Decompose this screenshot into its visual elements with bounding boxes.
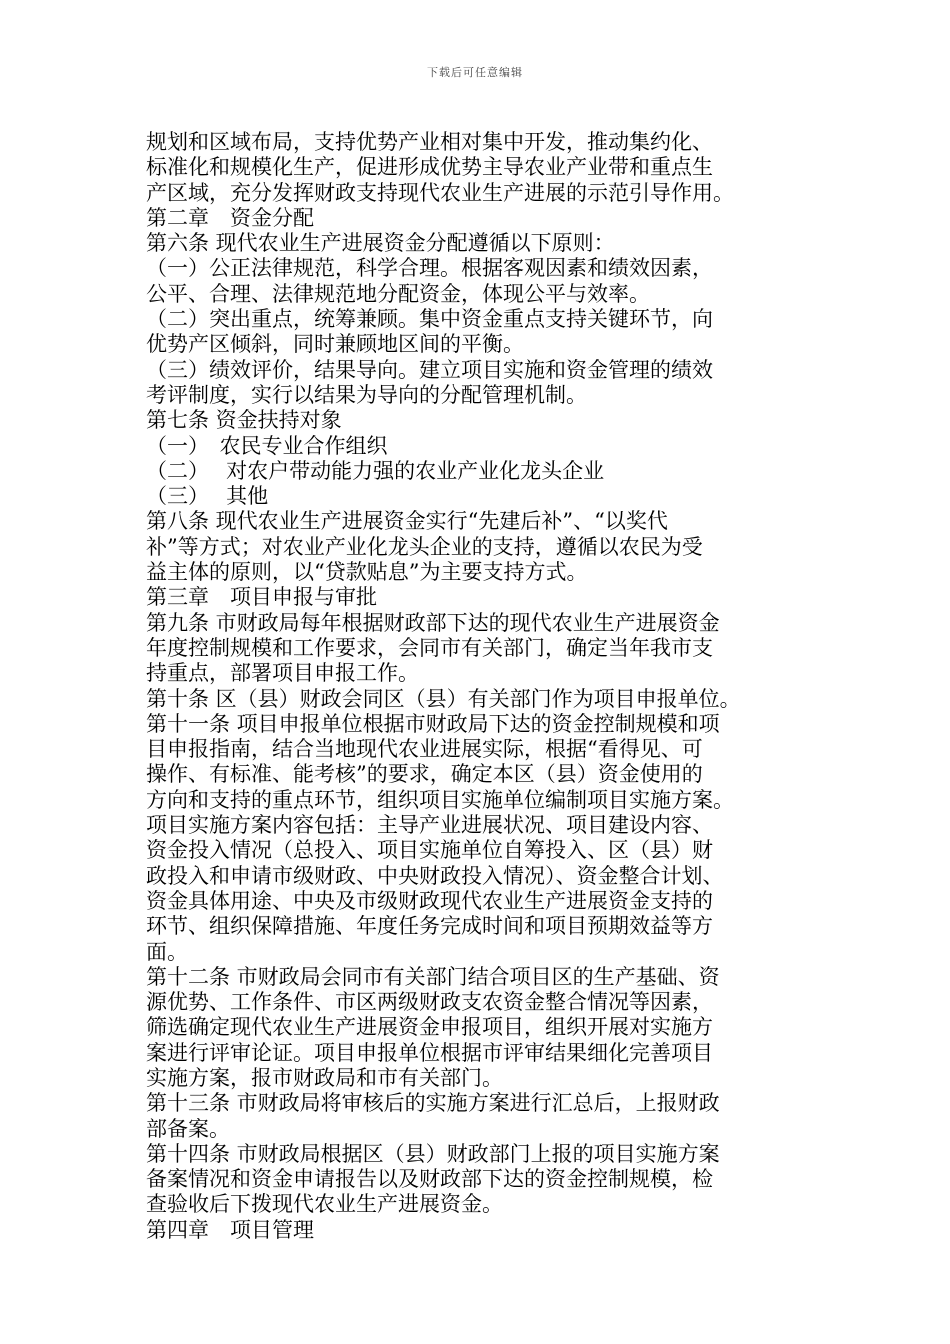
text-line: 第十三条 市财政局将审核后的实施方案进行汇总后，上报财政	[146, 1091, 720, 1116]
text-line: 益主体的原则，以“贷款贴息”为主要支持方式。	[146, 560, 588, 585]
text-line: 优势产区倾斜，同时兼顾地区间的平衡。	[146, 332, 524, 357]
text-line: 筛选确定现代农业生产进展资金申报项目，组织开展对实施方	[146, 1015, 713, 1040]
text-line: （一） 农民专业合作组织	[146, 433, 388, 458]
text-line: 环节、组织保障措施、年度任务完成时间和项目预期效益等方	[146, 914, 713, 939]
text-line: 年度控制规模和工作要求，会同市有关部门，确定当年我市支	[146, 635, 713, 660]
text-line: 源优势、工作条件、市区两级财政支农资金整合情况等因素，	[146, 990, 713, 1015]
text-line: 考评制度，实行以结果为导向的分配管理机制。	[146, 382, 587, 407]
text-line: 部备案。	[146, 1116, 230, 1141]
text-line: 第七条 资金扶持对象	[146, 408, 342, 433]
text-line: 项目实施方案内容包括：主导产业进展状况、项目建设内容、	[146, 813, 713, 838]
text-line: 补”等方式；对农业产业化龙头企业的支持，遵循以农民为受	[146, 534, 703, 559]
text-line: （二） 对农户带动能力强的农业产业化龙头企业	[146, 458, 605, 483]
text-line: 第三章 项目申报与审批	[146, 585, 377, 610]
text-line: 实施方案，报市财政局和市有关部门。	[146, 1065, 503, 1090]
text-line: 第八条 现代农业生产进展资金实行“先建后补”、“以奖代	[146, 509, 668, 534]
text-line: 资金具体用途、中央及市级财政现代农业生产进展资金支持的	[146, 888, 713, 913]
text-line: 目申报指南，结合当地现代农业进展实际，根据“看得见、可	[146, 737, 703, 762]
text-line: （一）公正法律规范，科学合理。根据客观因素和绩效因素，	[146, 256, 713, 281]
text-line: 第六条 现代农业生产进展资金分配遵循以下原则：	[146, 231, 615, 256]
text-line: 第二章 资金分配	[146, 205, 314, 230]
text-line: 第十一条 项目申报单位根据市财政局下达的资金控制规模和项	[146, 711, 720, 736]
text-line: 第十条 区（县）财政会同区（县）有关部门作为项目申报单位。	[146, 686, 741, 711]
text-line: 第十二条 市财政局会同市有关部门结合项目区的生产基础、资	[146, 964, 720, 989]
text-line: （三）绩效评价，结果导向。建立项目实施和资金管理的绩效	[146, 357, 713, 382]
text-line: 第九条 市财政局每年根据财政部下达的现代农业生产进展资金	[146, 610, 720, 635]
document-body	[146, 130, 826, 1243]
text-line: 标准化和规模化生产，促进形成优势主导农业产业带和重点生	[146, 155, 713, 180]
text-line: 备案情况和资金申请报告以及财政部下达的资金控制规模，检	[146, 1167, 713, 1192]
text-line: 公平、合理、法律规范地分配资金，体现公平与效率。	[146, 281, 650, 306]
text-line: 资金投入情况（总投入、项目实施单位自筹投入、区（县）财	[146, 838, 713, 863]
text-line: 持重点，部署项目申报工作。	[146, 661, 419, 686]
page-header: 下载后可任意编辑	[427, 66, 523, 79]
text-line: 第四章 项目管理	[146, 1217, 314, 1242]
text-line: 产区域，充分发挥财政支持现代农业生产进展的示范引导作用。	[146, 180, 734, 205]
text-line: （二）突出重点，统筹兼顾。集中资金重点支持关键环节，向	[146, 307, 713, 332]
text-line: 规划和区域布局，支持优势产业相对集中开发，推动集约化、	[146, 130, 713, 154]
text-line: 面。	[146, 939, 188, 964]
text-line: 政投入和申请市级财政、中央财政投入情况）、资金整合计划、	[146, 863, 724, 888]
text-line: 案进行评审论证。项目申报单位根据市评审结果细化完善项目	[146, 1040, 713, 1065]
text-line: 查验收后下拨现代农业生产进展资金。	[146, 1192, 503, 1217]
text-line: 第十四条 市财政局根据区（县）财政部门上报的项目实施方案	[146, 1141, 720, 1166]
text-line: 方向和支持的重点环节，组织项目实施单位编制项目实施方案。	[146, 787, 734, 812]
text-line: （三） 其他	[146, 484, 269, 509]
text-line: 操作、有标准、能考核”的要求，确定本区（县）资金使用的	[146, 762, 703, 787]
